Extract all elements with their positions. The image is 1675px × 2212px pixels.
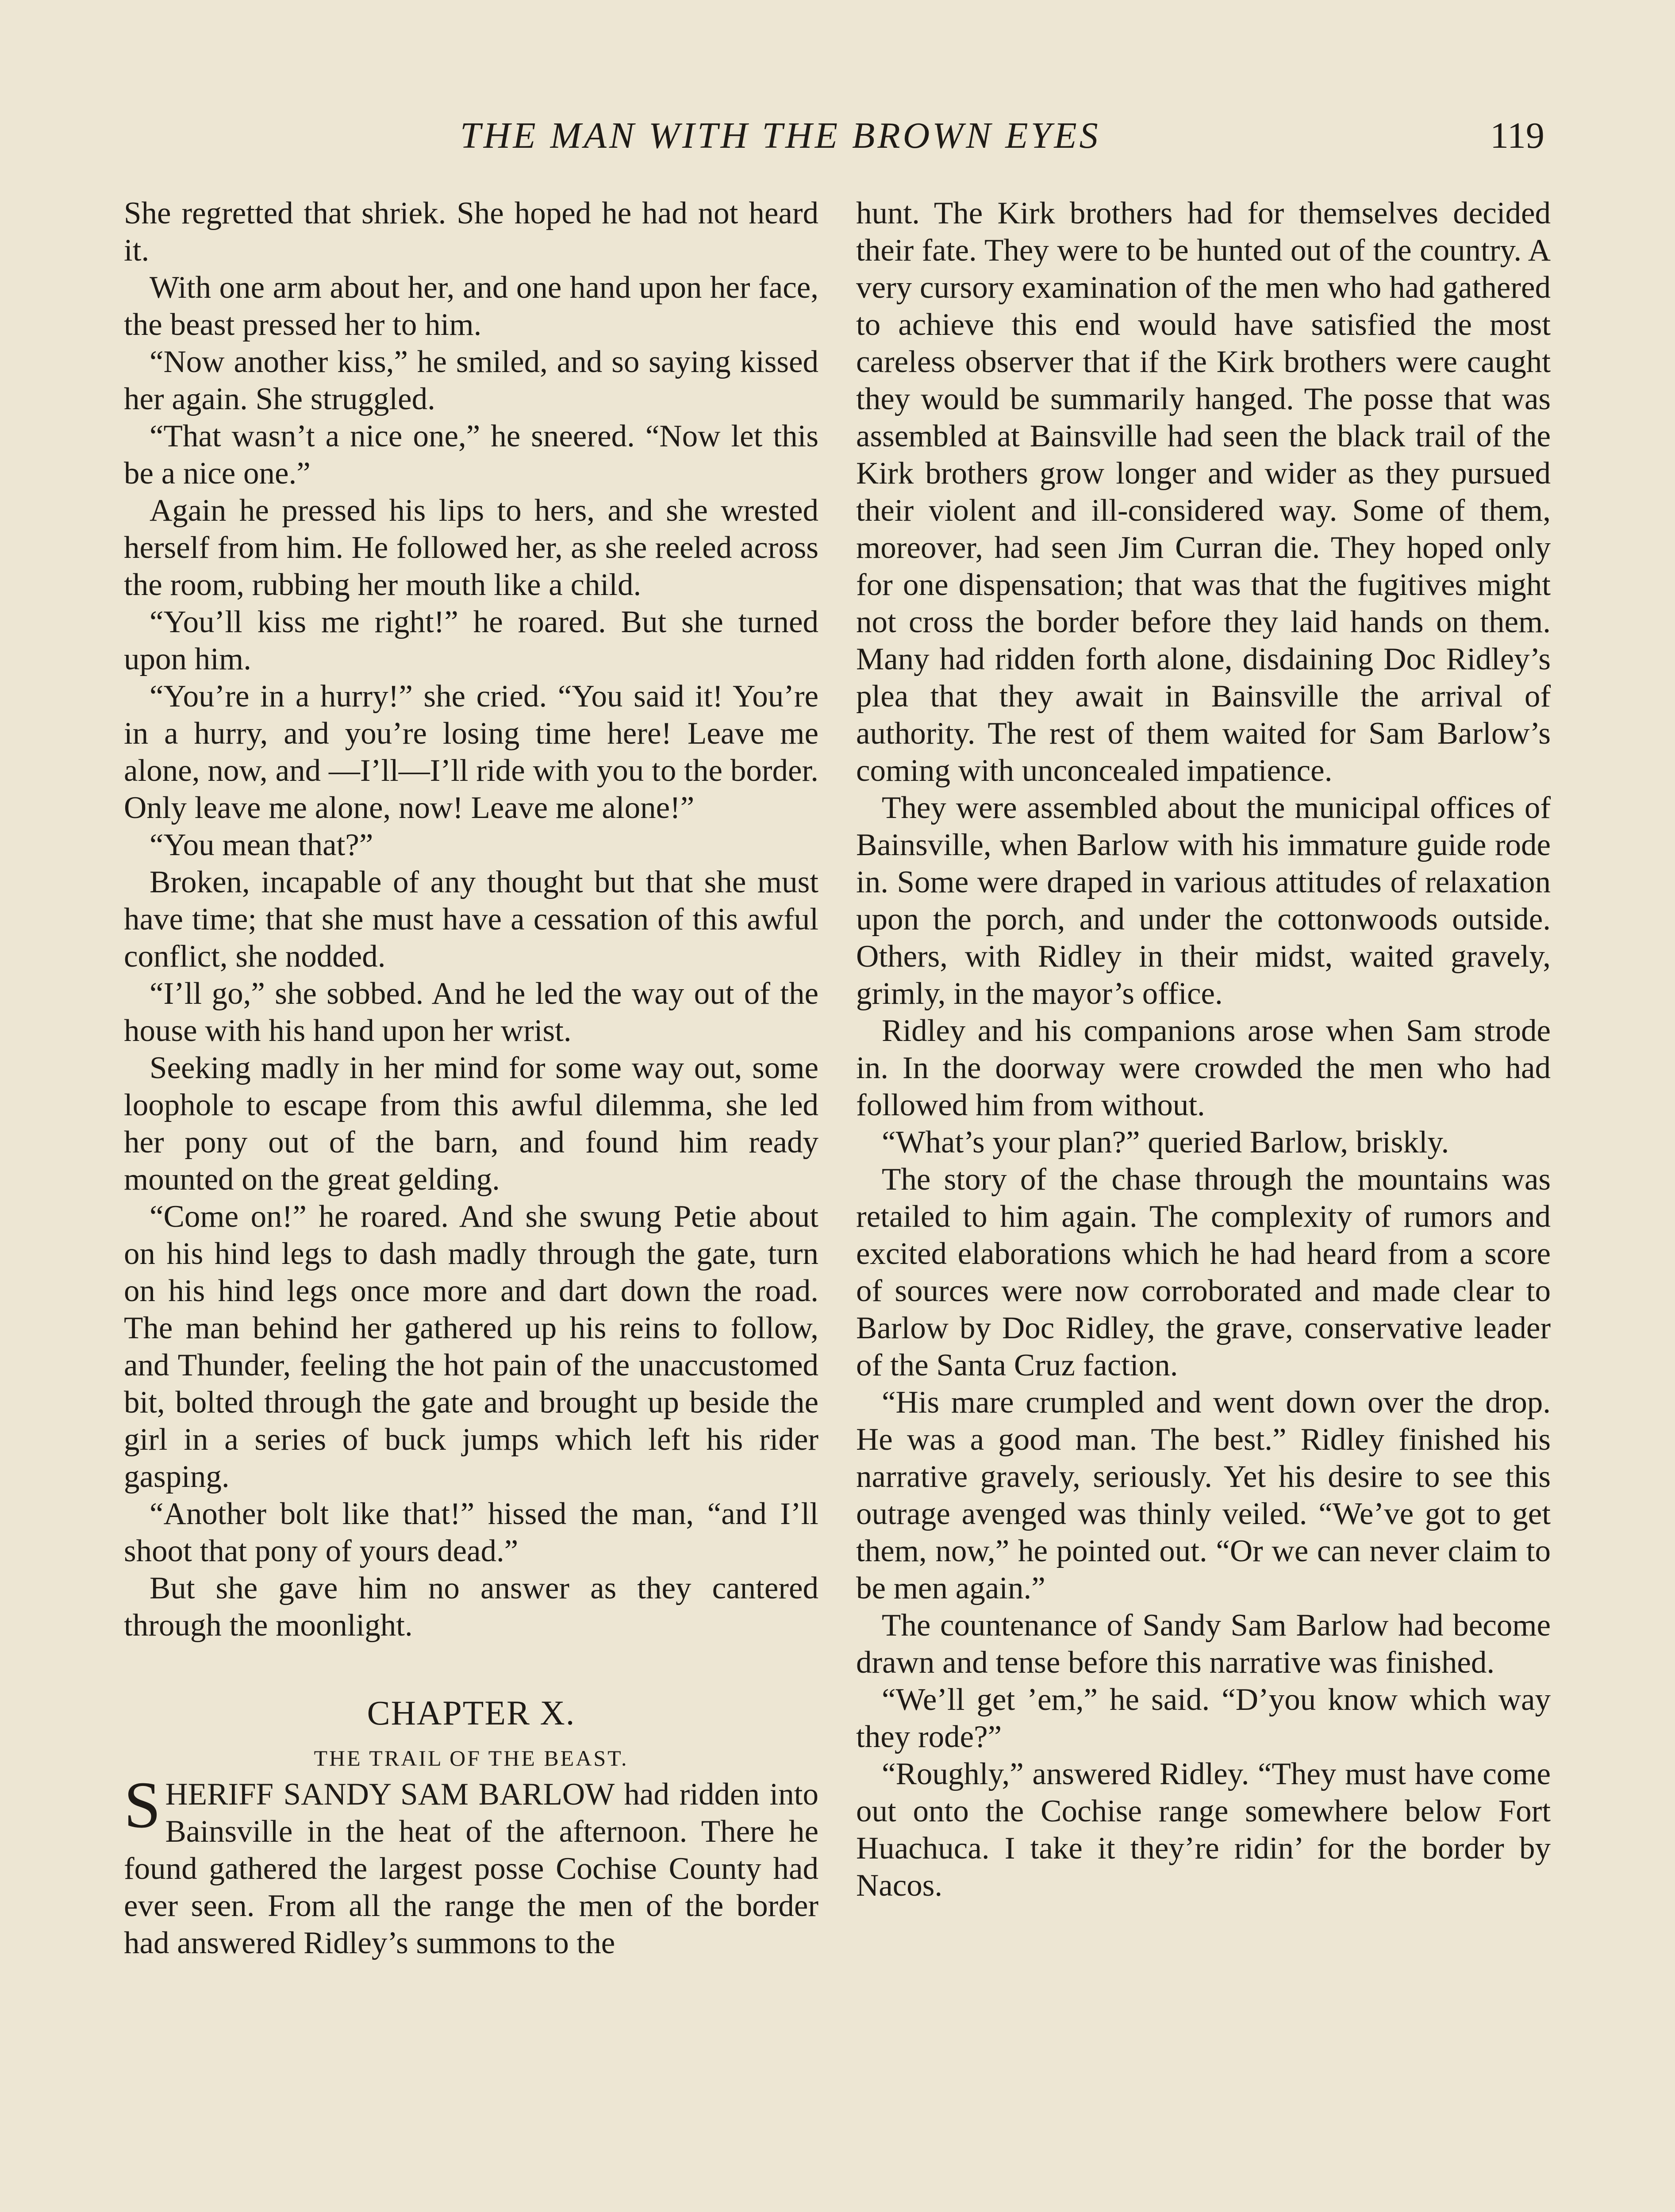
paragraph: “Now another kiss,” he smiled, and so saying kissed her again. She struggled.: [124, 345, 818, 416]
chapter-title: CHAPTER X.: [367, 1694, 576, 1732]
paragraph: “Another bolt like that!” hissed the man, “and I’ll shoot that pony of yours dead.”: [124, 1497, 818, 1568]
paragraph: “I’ll go,” she sobbed. And he led the way out of the house with his hand upon her wrist.: [124, 976, 818, 1048]
paragraph: “His mare crumpled and went down over the drop. He was a good man. The best.” Ridley finished his narrative gravely, seriously. Yet his desire to see this outrage avenged was thinly veiled. “We’ve got to get them, now,” he pointed out. “Or we can never claim to be men again.”: [856, 1385, 1551, 1605]
paragraph: “We’ll get ’em,” he said. “D’you know which way they rode?”: [856, 1682, 1551, 1754]
paragraph: The story of the chase through the mountains was retailed to him again. The complexity of rumors and excited elaborations which he had heard from a score of sources were now corroborated and made clear to Barlow by Doc Ridley, the grave, conservative leader of the Santa Cruz faction.: [856, 1162, 1551, 1382]
running-title: THE MAN WITH THE BROWN EYES: [460, 115, 1101, 156]
paragraph: With one arm about her, and one hand upon her face, the beast pressed her to him.: [124, 270, 818, 342]
page-number: 119: [1490, 115, 1544, 156]
paragraph: “What’s your plan?” queried Barlow, briskly.: [882, 1125, 1449, 1160]
paragraph: “You mean that?”: [150, 828, 373, 862]
paragraph-continued: hunt. The Kirk brothers had for themselves decided their fate. They were to be hunted out of the country. A very cursory examination of the men who had gathered to achieve this end would have satisfied the most careless observer that if the Kirk brothers were caught they would be summarily hanged. The posse that was assembled at Bainsville had seen the black trail of the Kirk brothers grow longer and wider as they pursued their violent and ill-considered way. Some of them, moreover, had seen Jim Curran die. They hoped only for one dispensation; that was that the fugitives might not cross the border before they laid hands on them. Many had ridden forth alone, disdaining Doc Ridley’s plea that they await in Bainsville the arrival of authority. The rest of them waited for Sam Barlow’s coming with unconcealed impatience.: [856, 196, 1551, 788]
paragraph: Again he pressed his lips to hers, and she wrested herself from him. He followed her, as she reeled across the room, rubbing her mouth like a child.: [124, 493, 818, 602]
paragraph: Broken, incapable of any thought but that she must have time; that she must have a cessation of this awful conflict, she nodded.: [124, 865, 818, 974]
paragraph: “That wasn’t a nice one,” he sneered. “Now let this be a nice one.”: [124, 419, 818, 491]
drop-cap: S: [124, 1768, 161, 1842]
paragraph: “Roughly,” answered Ridley. “They must have come out onto the Cochise range somewhere below Fort Huachuca. I take it they’re ridin’ for the border by Nacos.: [856, 1757, 1551, 1903]
chapter-opening-text: HERIFF SANDY SAM BARLOW had ridden into Bainsville in the heat of the afternoon. There he found gathered the largest posse Cochise County had ever seen. From all the range the men of the border had answered Ridley’s summons to the: [124, 1777, 818, 1960]
paragraph: “You’ll kiss me right!” he roared. But she turned upon him.: [124, 605, 818, 676]
paragraph: “You’re in a hurry!” she cried. “You said it! You’re in a hurry, and you’re losing time here! Leave me alone, now, and —I’ll—I’ll ride with you to the border. Only leave me alone, now! Leave me alone!”: [124, 679, 818, 825]
page-header: [0, 114, 1675, 167]
paragraph: The countenance of Sandy Sam Barlow had become drawn and tense before this narrative was finished.: [856, 1608, 1551, 1680]
chapter-subtitle: THE TRAIL OF THE BEAST.: [314, 1746, 629, 1770]
right-column: [856, 195, 1551, 1904]
paragraph: “Come on!” he roared. And she swung Petie about on his hind legs to dash madly through the gate, turn on his hind legs once more and dart down the road. The man behind her gathered up his reins to follow, and Thunder, feeling the hot pain of the unaccustomed bit, bolted through the gate and brought up beside the girl in a series of buck jumps which left his rider gasping.: [124, 1199, 818, 1494]
paragraph: Ridley and his companions arose when Sam strode in. In the doorway were crowded the men who had followed him from without.: [856, 1014, 1551, 1122]
paragraph: But she gave him no answer as they cantered through the moonlight.: [124, 1571, 818, 1643]
chapter-opening-paragraph: [124, 1768, 818, 1962]
paragraph: Seeking madly in her mind for some way out, some loophole to escape from this awful dilemma, she led her pony out of the barn, and found him ready mounted on the great gelding.: [124, 1051, 818, 1197]
paragraph: She regretted that shriek. She hoped he had not heard it.: [124, 196, 818, 268]
left-column: [124, 195, 818, 1962]
paragraph: They were assembled about the municipal offices of Bainsville, when Barlow with his immature guide rode in. Some were draped in various attitudes of relaxation upon the porch, and under the cottonwoods outside. Others, with Ridley in their midst, waited gravely, grimly, in the mayor’s office.: [856, 791, 1551, 1011]
